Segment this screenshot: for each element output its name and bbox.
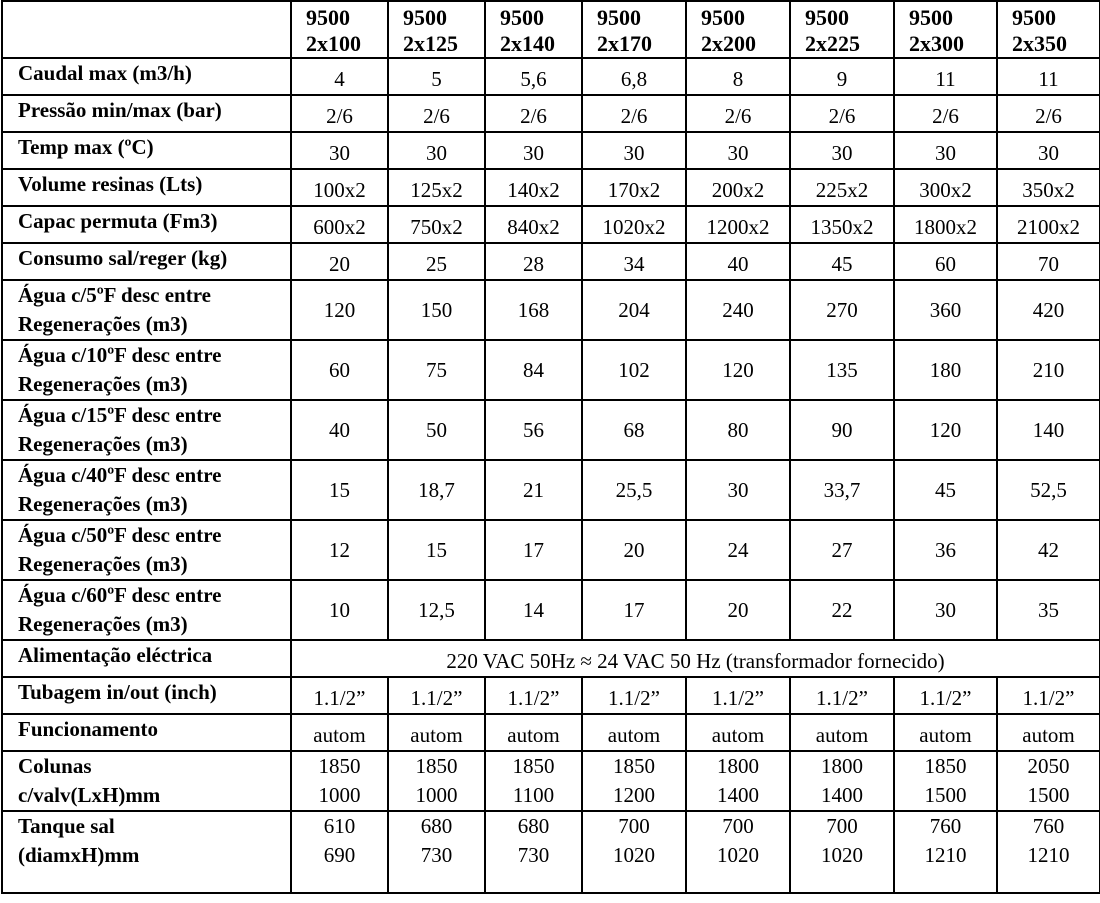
value-cell: 180 <box>894 340 997 400</box>
value-cell: 5 <box>388 58 485 95</box>
value-cell: 15 <box>388 520 485 580</box>
value-cell: 4 <box>291 58 388 95</box>
value-cell: 50 <box>388 400 485 460</box>
value-cell: 25 <box>388 243 485 280</box>
value-cell: 1800x2 <box>894 206 997 243</box>
row-label: Tubagem in/out (inch) <box>2 677 291 714</box>
value-cell: 18,7 <box>388 460 485 520</box>
value-cell: 30 <box>894 132 997 169</box>
value-cell: 9 <box>790 58 894 95</box>
value-cell: 1.1/2” <box>894 677 997 714</box>
header-row <box>2 1 1100 58</box>
value-cell: 750x2 <box>388 206 485 243</box>
table-row <box>2 132 1100 169</box>
value-cell: 2/6 <box>997 95 1100 132</box>
row-label: Água c/5ºF desc entre Regenerações (m3) <box>2 280 291 340</box>
value-cell: 40 <box>686 243 790 280</box>
value-cell: 30 <box>686 460 790 520</box>
value-cell: 30 <box>291 132 388 169</box>
value-cell: 1350x2 <box>790 206 894 243</box>
row-label: Volume resinas (Lts) <box>2 169 291 206</box>
table-row <box>2 58 1100 95</box>
value-cell: 30 <box>388 132 485 169</box>
value-cell: 150 <box>388 280 485 340</box>
value-cell: 204 <box>582 280 686 340</box>
table-row <box>2 243 1100 280</box>
value-cell: 840x2 <box>485 206 582 243</box>
table-row <box>2 169 1100 206</box>
value-cell: 300x2 <box>894 169 997 206</box>
value-cell: 600x2 <box>291 206 388 243</box>
value-cell: 2/6 <box>582 95 686 132</box>
value-cell: 680 730 <box>388 811 485 893</box>
table-row <box>2 520 1100 580</box>
value-cell: 24 <box>686 520 790 580</box>
value-cell: 52,5 <box>997 460 1100 520</box>
value-cell: 68 <box>582 400 686 460</box>
value-cell: 120 <box>291 280 388 340</box>
table-row <box>2 460 1100 520</box>
value-cell: 10 <box>291 580 388 640</box>
model-header: 9500 2x225 <box>790 1 894 58</box>
value-cell: autom <box>388 714 485 751</box>
value-cell: 75 <box>388 340 485 400</box>
value-cell: 200x2 <box>686 169 790 206</box>
value-cell: 225x2 <box>790 169 894 206</box>
value-cell: 42 <box>997 520 1100 580</box>
row-label: Funcionamento <box>2 714 291 751</box>
value-cell: 760 1210 <box>997 811 1100 893</box>
value-cell: 100x2 <box>291 169 388 206</box>
table-row <box>2 677 1100 714</box>
row-label: Água c/15ºF desc entre Regenerações (m3) <box>2 400 291 460</box>
value-cell: 60 <box>291 340 388 400</box>
table-row <box>2 95 1100 132</box>
model-header: 9500 2x100 <box>291 1 388 58</box>
value-cell: 15 <box>291 460 388 520</box>
value-cell: 12 <box>291 520 388 580</box>
value-cell: 21 <box>485 460 582 520</box>
value-cell: 30 <box>485 132 582 169</box>
row-label: Consumo sal/reger (kg) <box>2 243 291 280</box>
value-cell: 80 <box>686 400 790 460</box>
value-cell: 34 <box>582 243 686 280</box>
row-label: Tanque sal (diamxH)mm <box>2 811 291 893</box>
value-cell: 240 <box>686 280 790 340</box>
value-cell: 2/6 <box>790 95 894 132</box>
value-cell: 28 <box>485 243 582 280</box>
value-cell: 270 <box>790 280 894 340</box>
value-cell: 2/6 <box>291 95 388 132</box>
value-cell: 1020x2 <box>582 206 686 243</box>
value-cell: autom <box>686 714 790 751</box>
value-cell: 420 <box>997 280 1100 340</box>
value-cell: 700 1020 <box>582 811 686 893</box>
row-label: Água c/50ºF desc entre Regenerações (m3) <box>2 520 291 580</box>
value-cell: 1.1/2” <box>485 677 582 714</box>
value-cell: 1.1/2” <box>388 677 485 714</box>
value-cell: 1850 1000 <box>388 751 485 811</box>
value-cell: 1850 1100 <box>485 751 582 811</box>
value-cell: 45 <box>894 460 997 520</box>
row-label: Capac permuta (Fm3) <box>2 206 291 243</box>
value-cell: 1800 1400 <box>686 751 790 811</box>
value-cell: autom <box>291 714 388 751</box>
value-cell: 135 <box>790 340 894 400</box>
value-cell: 2/6 <box>686 95 790 132</box>
value-cell: 680 730 <box>485 811 582 893</box>
model-header: 9500 2x300 <box>894 1 997 58</box>
value-cell: 11 <box>997 58 1100 95</box>
table-row <box>2 640 1100 677</box>
table-row <box>2 206 1100 243</box>
value-cell: 360 <box>894 280 997 340</box>
row-label: Caudal max (m3/h) <box>2 58 291 95</box>
value-cell: 700 1020 <box>686 811 790 893</box>
table-row <box>2 811 1100 893</box>
value-cell: 17 <box>485 520 582 580</box>
value-cell: 1.1/2” <box>997 677 1100 714</box>
value-cell: 1200x2 <box>686 206 790 243</box>
value-cell: 140 <box>997 400 1100 460</box>
value-cell: 1850 1200 <box>582 751 686 811</box>
table-row <box>2 340 1100 400</box>
power-value: 220 VAC 50Hz ≈ 24 VAC 50 Hz (transformador fornecido) <box>291 640 1100 677</box>
table-row <box>2 751 1100 811</box>
value-cell: 1.1/2” <box>686 677 790 714</box>
value-cell: 120 <box>686 340 790 400</box>
value-cell: 14 <box>485 580 582 640</box>
value-cell: 30 <box>894 580 997 640</box>
value-cell: 25,5 <box>582 460 686 520</box>
row-label: Alimentação eléctrica <box>2 640 291 677</box>
value-cell: 1.1/2” <box>291 677 388 714</box>
spec-table <box>1 0 1100 894</box>
value-cell: 33,7 <box>790 460 894 520</box>
value-cell: 2/6 <box>485 95 582 132</box>
value-cell: 36 <box>894 520 997 580</box>
corner-cell <box>2 1 291 58</box>
value-cell: 20 <box>582 520 686 580</box>
value-cell: 120 <box>894 400 997 460</box>
value-cell: 2/6 <box>388 95 485 132</box>
value-cell: 30 <box>582 132 686 169</box>
value-cell: 1800 1400 <box>790 751 894 811</box>
table-row <box>2 714 1100 751</box>
table-row <box>2 400 1100 460</box>
value-cell: 56 <box>485 400 582 460</box>
value-cell: 760 1210 <box>894 811 997 893</box>
value-cell: 20 <box>291 243 388 280</box>
value-cell: 210 <box>997 340 1100 400</box>
value-cell: 170x2 <box>582 169 686 206</box>
model-header: 9500 2x200 <box>686 1 790 58</box>
model-header: 9500 2x125 <box>388 1 485 58</box>
value-cell: 40 <box>291 400 388 460</box>
value-cell: 102 <box>582 340 686 400</box>
value-cell: 84 <box>485 340 582 400</box>
value-cell: 140x2 <box>485 169 582 206</box>
value-cell: 90 <box>790 400 894 460</box>
value-cell: 35 <box>997 580 1100 640</box>
value-cell: 30 <box>790 132 894 169</box>
value-cell: 125x2 <box>388 169 485 206</box>
row-label: Temp max (ºC) <box>2 132 291 169</box>
model-header: 9500 2x170 <box>582 1 686 58</box>
value-cell: 1850 1000 <box>291 751 388 811</box>
value-cell: 610 690 <box>291 811 388 893</box>
table-row <box>2 280 1100 340</box>
value-cell: 20 <box>686 580 790 640</box>
value-cell: 60 <box>894 243 997 280</box>
value-cell: 17 <box>582 580 686 640</box>
row-label: Água c/40ºF desc entre Regenerações (m3) <box>2 460 291 520</box>
value-cell: 11 <box>894 58 997 95</box>
model-header: 9500 2x140 <box>485 1 582 58</box>
value-cell: 2100x2 <box>997 206 1100 243</box>
value-cell: 2/6 <box>894 95 997 132</box>
value-cell: 1.1/2” <box>582 677 686 714</box>
row-label: Colunas c/valv(LxH)mm <box>2 751 291 811</box>
value-cell: 2050 1500 <box>997 751 1100 811</box>
row-label: Água c/60ºF desc entre Regenerações (m3) <box>2 580 291 640</box>
value-cell: autom <box>485 714 582 751</box>
table-row <box>2 580 1100 640</box>
value-cell: 5,6 <box>485 58 582 95</box>
value-cell: 22 <box>790 580 894 640</box>
value-cell: autom <box>997 714 1100 751</box>
value-cell: 8 <box>686 58 790 95</box>
model-header: 9500 2x350 <box>997 1 1100 58</box>
value-cell: autom <box>790 714 894 751</box>
value-cell: 45 <box>790 243 894 280</box>
value-cell: 12,5 <box>388 580 485 640</box>
value-cell: 350x2 <box>997 169 1100 206</box>
value-cell: 700 1020 <box>790 811 894 893</box>
value-cell: 30 <box>686 132 790 169</box>
value-cell: 168 <box>485 280 582 340</box>
value-cell: 27 <box>790 520 894 580</box>
value-cell: 1.1/2” <box>790 677 894 714</box>
value-cell: autom <box>894 714 997 751</box>
value-cell: 70 <box>997 243 1100 280</box>
value-cell: 1850 1500 <box>894 751 997 811</box>
value-cell: 6,8 <box>582 58 686 95</box>
row-label: Água c/10ºF desc entre Regenerações (m3) <box>2 340 291 400</box>
value-cell: 30 <box>997 132 1100 169</box>
value-cell: autom <box>582 714 686 751</box>
row-label: Pressão min/max (bar) <box>2 95 291 132</box>
